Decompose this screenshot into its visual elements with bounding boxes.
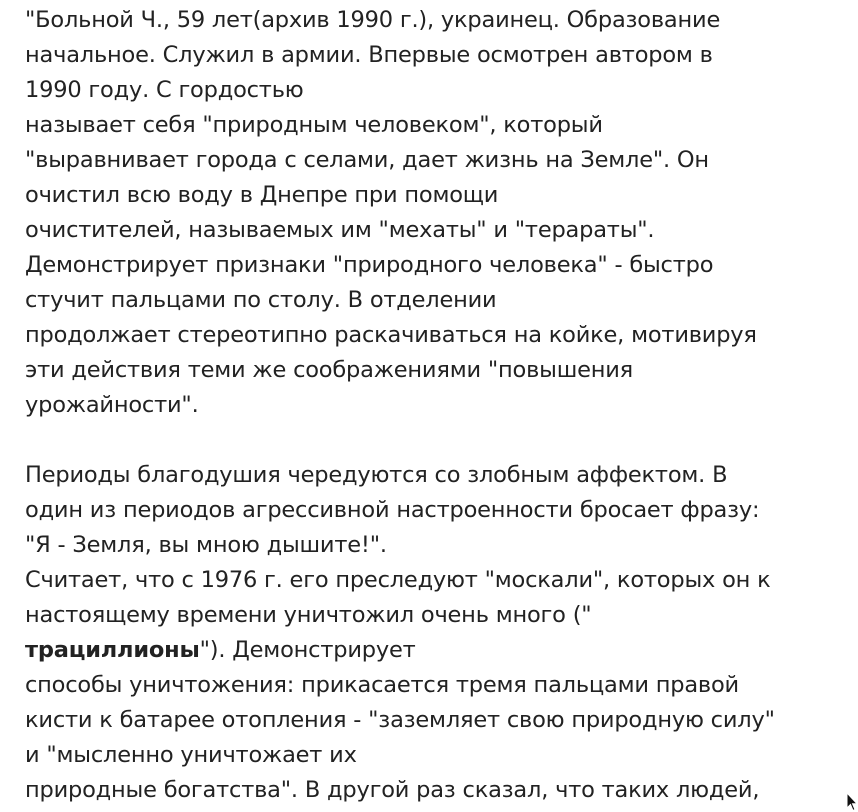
text-line-with-emphasis bbox=[25, 633, 845, 668]
text-line: кисти к батарее отопления - "заземляет свою природную силу" bbox=[25, 707, 775, 733]
text-line: "Больной Ч., 59 лет(архив 1990 г.), украинец. Образование bbox=[25, 7, 721, 33]
text-line: Периоды благодушия чередуются со злобным аффектом. В bbox=[25, 462, 728, 488]
document-text bbox=[25, 3, 845, 808]
text-line: начальное. Служил в армии. Впервые осмотрен автором в bbox=[25, 42, 713, 68]
text-line: природные богатства". В другой раз сказал, что таких людей, bbox=[25, 777, 760, 803]
bold-term: трациллионы bbox=[25, 637, 200, 663]
text-line: Считает, что с 1976 г. его преследуют "москали", которых он к bbox=[25, 567, 771, 593]
text-line: способы уничтожения: прикасается тремя пальцами правой bbox=[25, 672, 739, 698]
text-line: продолжает стереотипно раскачиваться на койке, мотивируя bbox=[25, 322, 757, 348]
paragraph-gap bbox=[25, 423, 845, 458]
text-fragment: "). Демонстрирует bbox=[199, 637, 416, 663]
text-line: 1990 году. С гордостью bbox=[25, 77, 304, 103]
text-line: очистителей, называемых им "мехаты" и "терараты". bbox=[25, 217, 655, 243]
text-line: настоящему времени уничтожил очень много (" bbox=[25, 602, 592, 628]
text-line: и "мысленно уничтожает их bbox=[25, 742, 357, 768]
text-line: "выравнивает города с селами, дает жизнь на Земле". Он bbox=[25, 147, 709, 173]
text-line: "Я - Земля, вы мною дышите!". bbox=[25, 532, 387, 558]
text-line: очистил всю воду в Днепре при помощи bbox=[25, 182, 499, 208]
text-line: Демонстрирует признаки "природного человека" - быстро bbox=[25, 252, 714, 278]
text-line: называет себя "природным человеком", который bbox=[25, 112, 603, 138]
text-line: эти действия теми же соображениями "повышения bbox=[25, 357, 633, 383]
text-line: один из периодов агрессивной настроенности бросает фразу: bbox=[25, 497, 760, 523]
mouse-pointer-icon bbox=[846, 792, 858, 812]
text-line: стучит пальцами по столу. В отделении bbox=[25, 287, 497, 313]
text-line: урожайности". bbox=[25, 392, 199, 418]
